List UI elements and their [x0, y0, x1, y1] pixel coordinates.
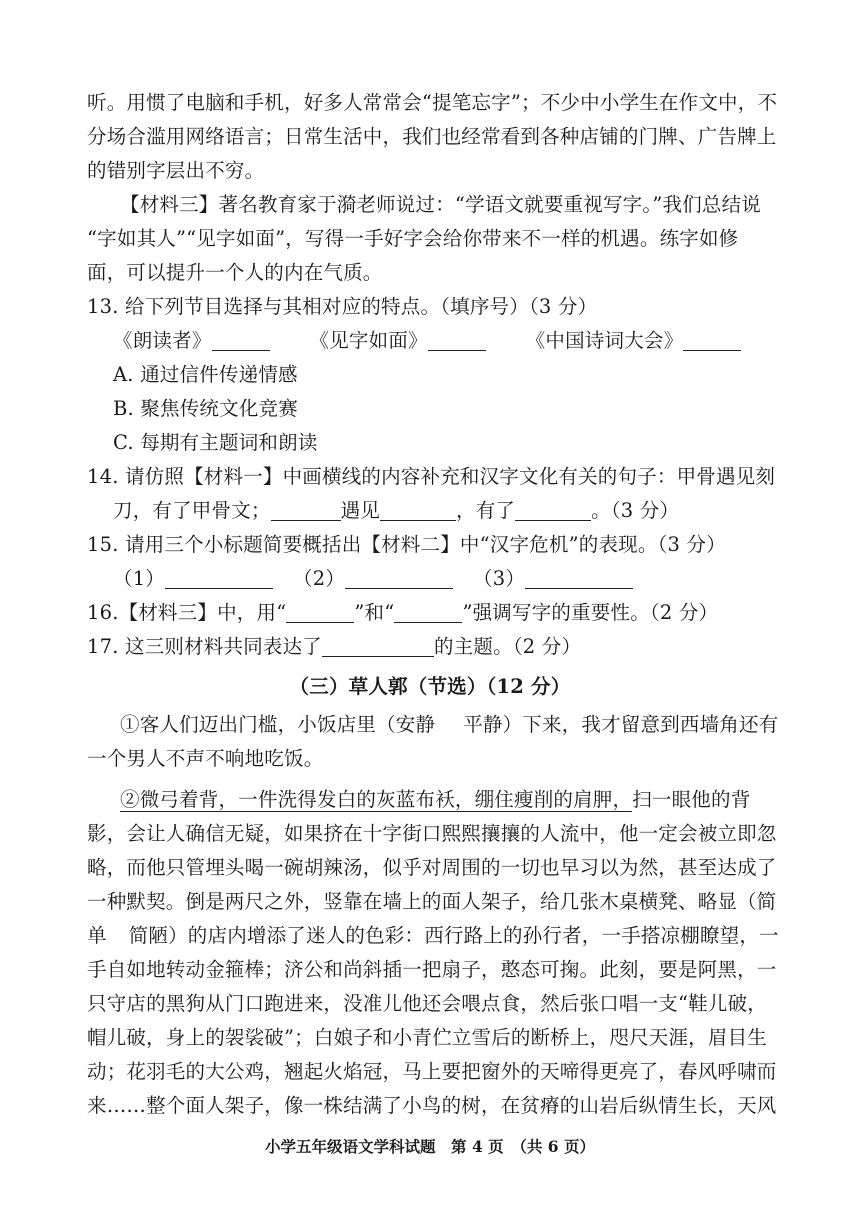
text-fragment: ”强调写字的重要性。（2 分）: [462, 601, 719, 624]
section-title: （三）草人郭（节选）（12 分）: [289, 675, 571, 698]
text-line: 听。用惯了电脑和手机，好多人常常会“提笔忘字”；不少中小学生在作文中，不: [87, 91, 778, 114]
text-line: 分场合滥用网络语言；日常生活中，我们也经常看到各种店铺的门牌、广告牌上: [87, 125, 777, 148]
underlined-sentence: ②微弓着背，一件洗得发白的灰蓝布袄，绷住瘦削的肩胛，: [120, 788, 633, 811]
question-13-shows: [113, 326, 741, 356]
page-footer: 小学五年级语文学科试题 第 4 页 （共 6 页）: [265, 1137, 595, 1156]
text-fragment: 平静）下来，我才留意到西墙角还有: [463, 713, 779, 736]
passage-line: 影，会让人确信无疑，如果挤在十字街口熙熙攘攘的人流中，他一定会被立即忽: [87, 822, 777, 845]
text-fragment: 。（3 分）: [591, 499, 680, 522]
passage-line: 一种默契。倒是两尺之外，竖靠在墙上的面人架子，给几张木桌横凳、略显（简: [87, 890, 777, 913]
show-name: 《见字如面》: [309, 329, 428, 352]
answer-blank[interactable]: [212, 330, 270, 351]
question-15-blanks: [113, 564, 633, 594]
passage-line: 动；花羽毛的大公鸡，翘起火焰冠，马上要把窗外的天啼得更亮了，春风呼啸而: [87, 1060, 777, 1083]
passage-line: [120, 710, 778, 740]
answer-blank[interactable]: [286, 602, 354, 623]
answer-blank[interactable]: [428, 330, 486, 351]
text-fragment: ，有了: [456, 499, 516, 522]
passage-line: 一个男人不声不响地吃饭。: [87, 747, 324, 770]
text-line: “字如其人”“见字如面”，写得一手好字会给你带来不一样的机遇。练字如修: [87, 227, 739, 250]
question-14-blanks: [113, 496, 679, 526]
text-fragment: 后纵情生长，天风: [618, 1095, 777, 1117]
option-b: B. 聚焦传统文化竞赛: [113, 397, 298, 420]
passage-line: 略，而他只管埋头喝一碗胡辣汤，似乎对周围的一切也早习以为然，甚至达成了: [87, 856, 777, 879]
answer-blank[interactable]: [165, 568, 273, 589]
text-fragment: 17. 这三则材料共同表达了: [87, 635, 323, 658]
answer-blank[interactable]: [683, 330, 741, 351]
answer-blank[interactable]: [380, 500, 456, 521]
question-15-stem: 15. 请用三个小标题简要概括出【材料二】中“汉字危机”的表现。（3 分）: [87, 533, 726, 556]
passage-line: [87, 1091, 777, 1121]
blank-label: （2）: [293, 567, 346, 590]
blank-label: （1）: [113, 567, 166, 590]
text-fragment: ①客人们迈出门槛，小饭店里（安静: [120, 713, 436, 736]
text-fragment: 扫一眼他的背: [632, 788, 751, 811]
question-16: [87, 598, 718, 628]
answer-blank[interactable]: [271, 500, 341, 521]
question-14-stem: 14. 请仿照【材料一】中画横线的内容补充和汉字文化有关的句子：甲骨遇见刻: [87, 465, 776, 488]
show-name: 《朗读者》: [113, 329, 212, 352]
passage-line: 帽儿破，身上的袈裟破”；白娘子和小青伫立雪后的断桥上，咫尺天涯，眉目生: [87, 1026, 767, 1049]
question-17: [87, 632, 581, 662]
blank-label: （3）: [473, 567, 526, 590]
option-a: A. 通过信件传递情感: [113, 363, 298, 386]
text-fragment: 的主题。（2 分）: [434, 635, 582, 658]
passage-line: 只守店的黑狗从门口跑进来，没准儿他还会喂点食，然后张口唱一支“鞋儿破，: [87, 992, 767, 1015]
text-fragment: 单: [87, 924, 107, 947]
text-fragment: 来……整个面人架子，像一株结满了小鸟的树，在贫瘠的山岩: [87, 1094, 619, 1117]
answer-blank[interactable]: [345, 568, 453, 589]
text-line: 【材料三】著名教育家于漪老师说过：“学语文就要重视写字。”我们总结说: [120, 193, 761, 216]
show-name: 《中国诗词大会》: [525, 329, 684, 352]
option-c: C. 每期有主题词和朗读: [113, 431, 318, 454]
passage-line: [120, 785, 750, 815]
text-line: 面，可以提升一个人的内在气质。: [87, 261, 383, 284]
answer-blank[interactable]: [525, 568, 633, 589]
answer-blank[interactable]: [515, 500, 591, 521]
text-fragment: 遇见: [340, 499, 381, 522]
answer-blank[interactable]: [322, 636, 434, 657]
answer-blank[interactable]: [394, 602, 462, 623]
text-fragment: ”和“: [354, 601, 395, 624]
text-fragment: 简陋）的店内增添了迷人的色彩：西行路上的孙行者，一手搭凉棚瞭望，一: [128, 924, 779, 947]
text-fragment: 刀，有了甲骨文；: [113, 499, 271, 522]
question-13-stem: 13. 给下列节目选择与其相对应的特点。（填序号）（3 分）: [87, 295, 598, 318]
passage-line: 手自如地转动金箍棒；济公和尚斜插一把扇子，憨态可掬。此刻，要是阿黑，一: [87, 958, 777, 981]
text-fragment: 16.【材料三】中，用“: [87, 601, 287, 624]
passage-line: [87, 921, 779, 951]
text-line: 的错别字层出不穷。: [87, 159, 265, 182]
